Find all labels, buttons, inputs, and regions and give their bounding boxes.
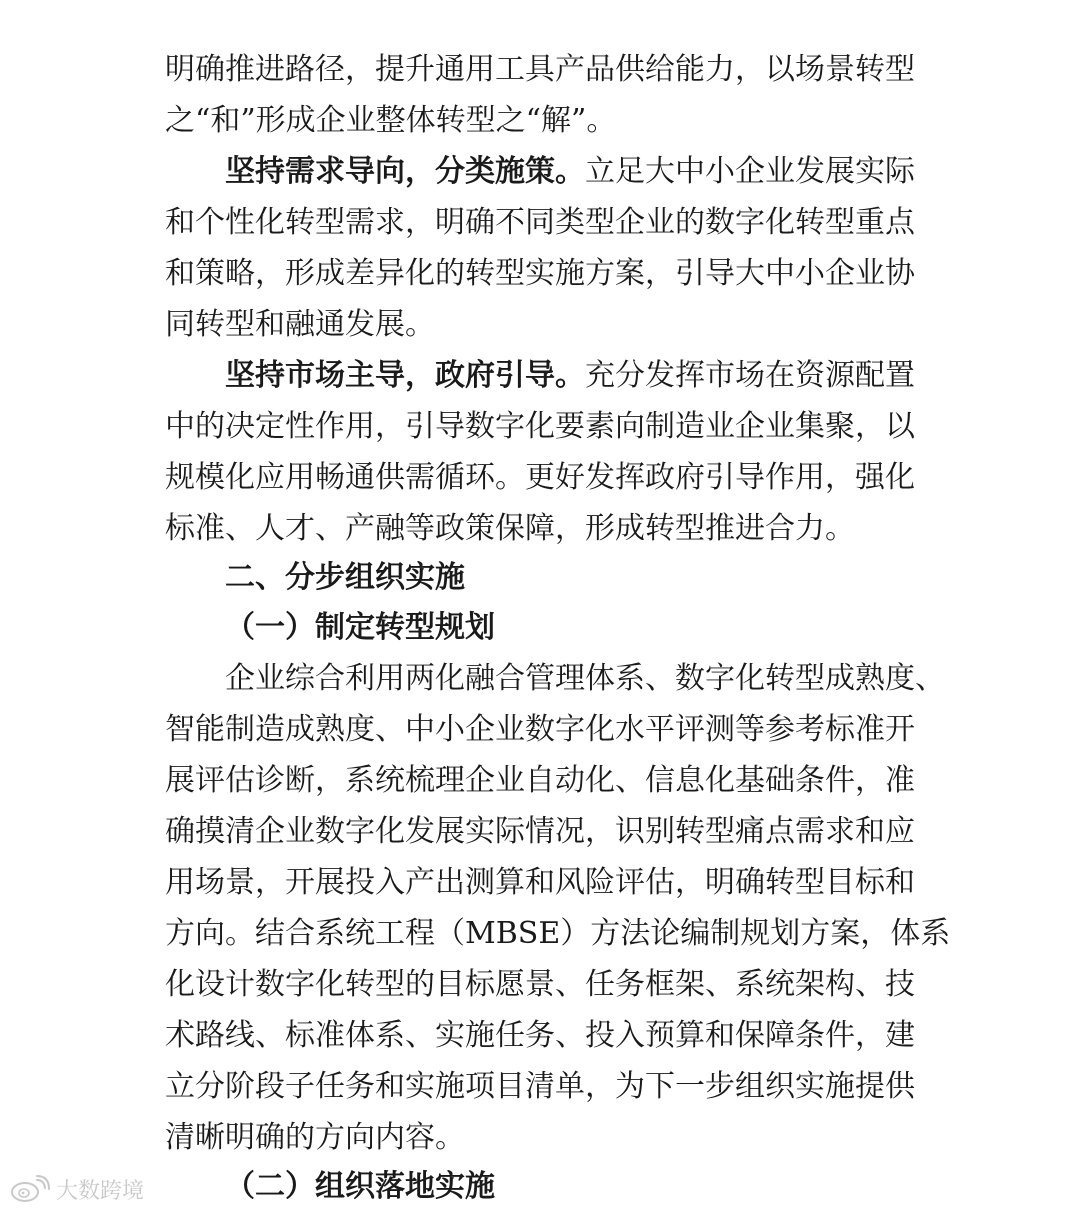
paragraph-line: 术路线、标准体系、实施任务、投入预算和保障条件，建 (165, 1018, 915, 1053)
bold-lead-phrase: 坚持需求导向，分类施策。 (225, 154, 585, 189)
paragraph-line: 明确推进路径，提升通用工具产品供给能力，以场景转型 (165, 52, 915, 87)
paragraph-line: 坚持需求导向，分类施策。立足大中小企业发展实际 (225, 154, 915, 189)
paragraph-line: 化设计数字化转型的目标愿景、任务框架、系统架构、技 (165, 967, 915, 1002)
paragraph-line: 展评估诊断，系统梳理企业自动化、信息化基础条件，准 (165, 763, 915, 798)
paragraph-line: 确摸清企业数字化发展实际情况，识别转型痛点需求和应 (165, 814, 915, 849)
paragraph-line: 同转型和融通发展。 (165, 307, 435, 342)
paragraph-line: 和个性化转型需求，明确不同类型企业的数字化转型重点 (165, 205, 915, 240)
subsection-heading: （二）组织落地实施 (225, 1169, 495, 1204)
paragraph-line: 之“和”形成企业整体转型之“解”。 (165, 103, 617, 138)
paragraph-line: 智能制造成熟度、中小企业数字化水平评测等参考标准开 (165, 712, 915, 747)
bold-lead-phrase: 坚持市场主导，政府引导。 (225, 358, 585, 393)
weibo-logo-icon (10, 1174, 50, 1204)
paragraph-line: 坚持市场主导，政府引导。充分发挥市场在资源配置 (225, 358, 915, 393)
watermark-text: 大数跨境 (56, 1178, 145, 1204)
paragraph-line: 清晰明确的方向内容。 (165, 1120, 465, 1155)
watermark (10, 1172, 144, 1206)
paragraph-line: 规模化应用畅通供需循环。更好发挥政府引导作用，强化 (165, 460, 915, 495)
paragraph-line: 企业综合利用两化融合管理体系、数字化转型成熟度、 (225, 661, 945, 696)
paragraph-line: 方向。结合系统工程（MBSE）方法论编制规划方案，体系 (165, 916, 951, 951)
section-heading: 二、分步组织实施 (225, 560, 465, 595)
paragraph-line: 和策略，形成差异化的转型实施方案，引导大中小企业协 (165, 256, 915, 291)
paragraph-line: 中的决定性作用，引导数字化要素向制造业企业集聚，以 (165, 409, 915, 444)
paragraph-line: 用场景，开展投入产出测算和风险评估，明确转型目标和 (165, 865, 915, 900)
subsection-heading: （一）制定转型规划 (225, 610, 495, 645)
paragraph-line: 标准、人才、产融等政策保障，形成转型推进合力。 (165, 511, 855, 546)
paragraph-line: 立分阶段子任务和实施项目清单，为下一步组织实施提供 (165, 1069, 915, 1104)
